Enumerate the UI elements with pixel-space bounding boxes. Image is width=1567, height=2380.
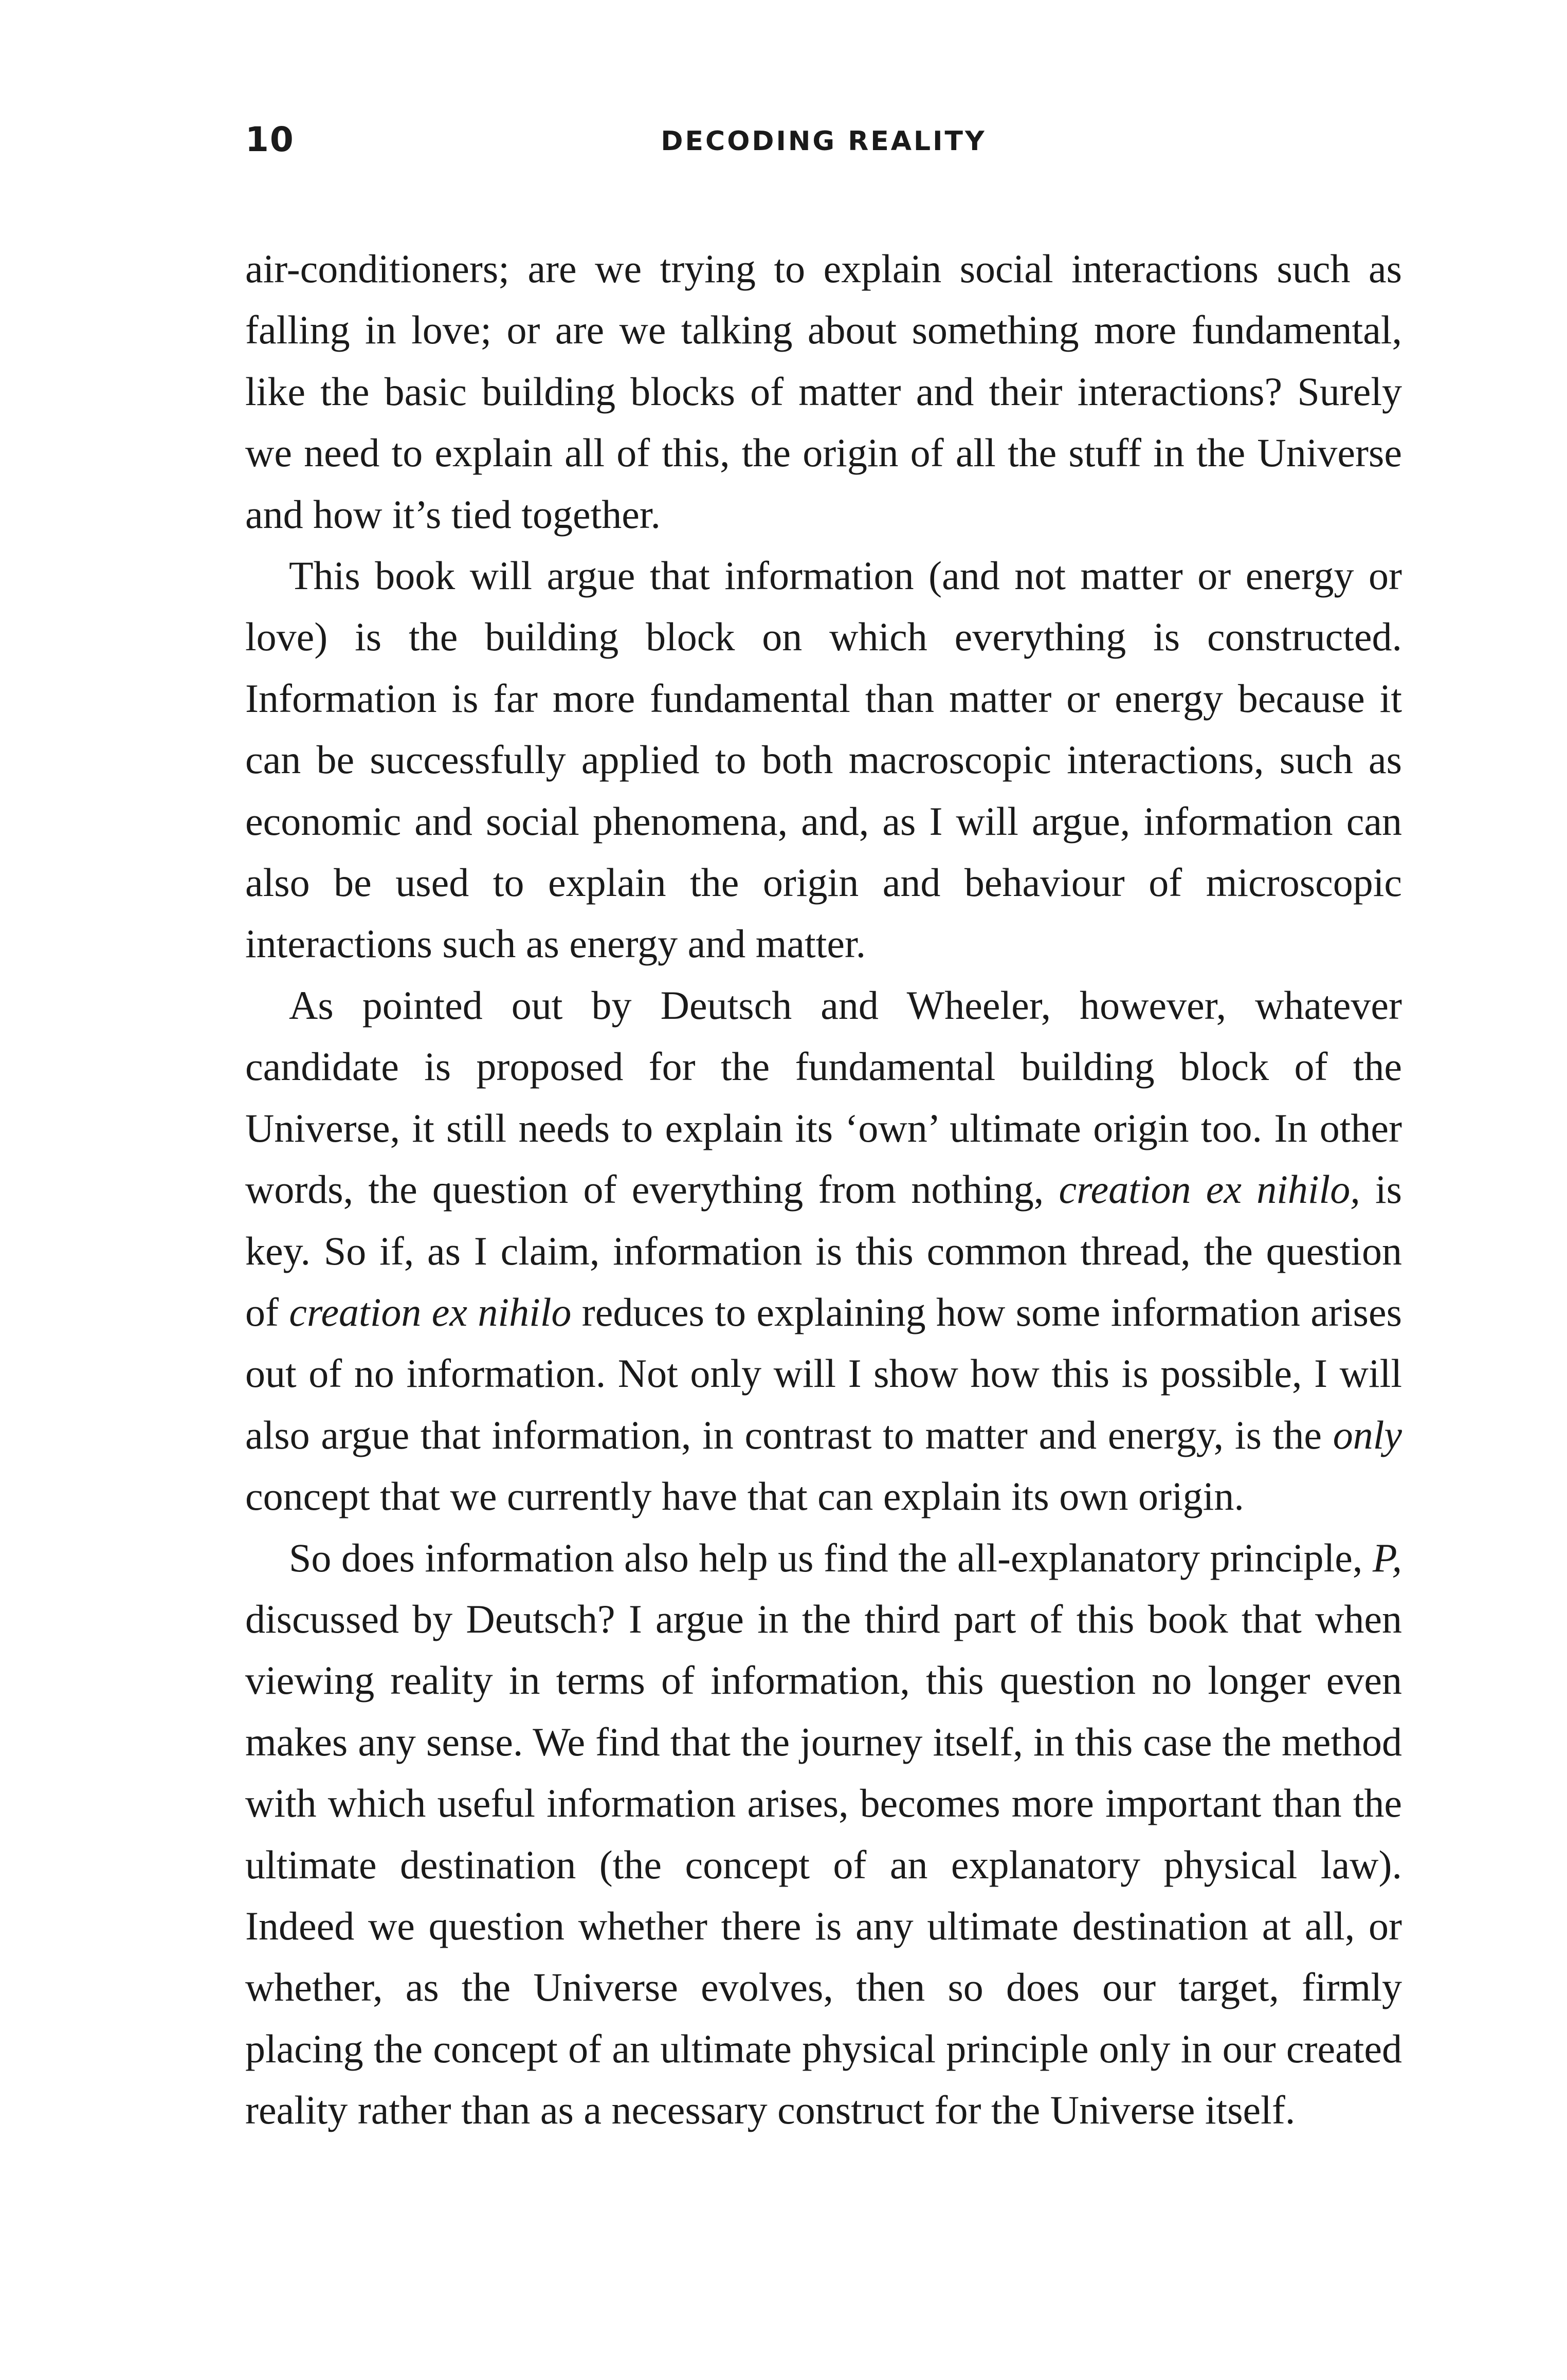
paragraph-1 xyxy=(245,238,1402,545)
paragraph-4 xyxy=(245,1527,1402,2141)
italic-creation-ex-nihilo: creation ex nihilo, xyxy=(1059,1167,1360,1212)
page-number: 10 xyxy=(245,120,295,159)
paragraph-3-text: concept that we currently have that can explain its own origin. xyxy=(245,1474,1244,1519)
body-text xyxy=(245,238,1402,2141)
italic-principle-p: P, xyxy=(1372,1535,1402,1580)
italic-creation-ex-nihilo: creation ex nihilo xyxy=(289,1289,572,1334)
paragraph-2-text: This book will argue that information (and not matter or energy or love) is the building block on which everything is constructed. Information is far more fundamental than matter or energy because it can be successfully applied to both macroscopic interactions, such as economic and social phenomena, and, as I will argue, information can also be used to explain the origin and behaviour of microscopic interactions such as energy and matter. xyxy=(245,553,1402,966)
paragraph-3-text: reduces to explaining how some information arises out of no information. Not only will I show how this is possible, I will also argue that information, in contrast to matter and energy, is the xyxy=(245,1289,1402,1457)
paragraph-4-text: So does information also help us find the all-explanatory principle, xyxy=(289,1535,1373,1580)
book-title: DECODING REALITY xyxy=(661,126,987,157)
paragraph-3-text: As pointed out by Deutsch and Wheeler, however, whatever candidate is proposed for the fundamental building block of the Universe, it still needs to explain its ‘own’ ultimate origin too. In other words, the question of everything from nothing, xyxy=(245,982,1402,1212)
paragraph-2 xyxy=(245,545,1402,975)
paragraph-3 xyxy=(245,975,1402,1527)
running-head xyxy=(245,114,1402,166)
paragraph-3-text: is key. So if, as I claim, information is this common thread, the question of xyxy=(245,1167,1402,1334)
paragraph-4-text: discussed by Deutsch? I argue in the third part of this book that when viewing reality in terms of information, this question no longer even makes any sense. We find that the journey itself, in this case the method with which useful information arises, becomes more important than the ultimate destination (the concept of an explanatory physical law). Indeed we question whether there is any ultimate destination at all, or whether, as the Universe evolves, then so does our target, firmly placing the concept of an ultimate physical principle only in our created reality rather than as a necessary construct for the Universe itself. xyxy=(245,1596,1402,2133)
italic-only: only xyxy=(1333,1412,1402,1457)
paragraph-1-text: air-conditioners; are we trying to explain social interactions such as falling in love; or are we talking about something more fundamental, like the basic building blocks of matter and their interactions? Surely we need to explain all of this, the origin of all the stuff in the Universe and how it’s tied together. xyxy=(245,246,1402,537)
